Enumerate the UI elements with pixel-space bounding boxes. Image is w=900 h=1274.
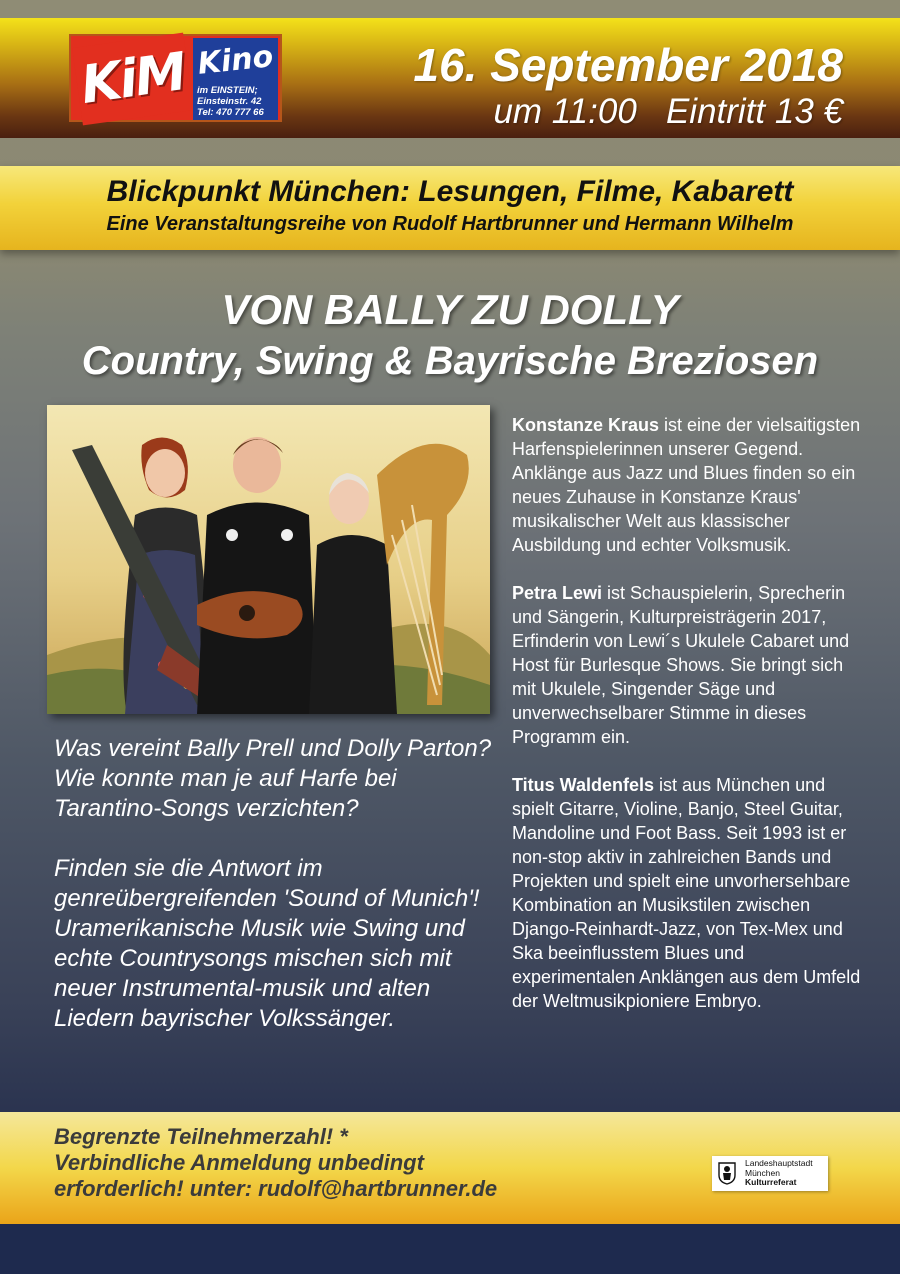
kim-kino-logo (69, 34, 282, 122)
artist-bios (512, 413, 867, 1037)
bio-name: Titus Waldenfels (512, 775, 655, 795)
series-subtitle: Eine Veranstaltungsreihe von Rudolf Hartbrunner und Hermann Wilhelm (106, 213, 794, 235)
munich-crest-icon (717, 1161, 737, 1185)
series-title: Blickpunkt München: Lesungen, Filme, Kabarett (106, 175, 794, 208)
bottom-strip (0, 1224, 900, 1274)
bio-text: ist aus München und spielt Gitarre, Violine, Banjo, Steel Guitar, Mandoline und Foot Bass. Seit 1993 ist er non-stop aktiv in zahlreichen Bands und Projekten und spielt eine unvorhersehbare Kombination an Musikstilen zwischen Django-Reinhardt-Jazz, von Tex-Mex und Ska beeinflusstem Blues und experimentalen Anklängen aus dem Umfeld der Weltmusikpioniere Embryo. (512, 775, 861, 1011)
logo-address-line: Tel: 470 777 66 (197, 107, 264, 118)
teaser-text (54, 734, 494, 1064)
logo-address-line: im EINSTEIN; (197, 85, 258, 96)
kulturreferat-logo (712, 1156, 828, 1191)
main-subtitle: Country, Swing & Bayrische Breziosen (81, 339, 819, 383)
bio-paragraph (512, 581, 867, 749)
logo-address (197, 85, 277, 118)
kulturreferat-dept: Kulturreferat (745, 1177, 797, 1187)
main-title: VON BALLY ZU DOLLY (221, 286, 679, 333)
logo-kino-panel (193, 38, 278, 120)
bio-paragraph (512, 413, 867, 557)
kulturreferat-text (745, 1159, 813, 1188)
registration-line: Verbindliche Anmeldung unbedingt (54, 1150, 424, 1175)
bio-paragraph (512, 773, 867, 1013)
teaser-paragraph: Finden sie die Antwort im genreübergreifenden 'Sound of Munich'! Uramerikanische Musik wie Swing und echte Countrysongs mischen sich mit neuer Instrumental-musik und alten Liedern bayrischer Volkssänger. (54, 855, 480, 1032)
bio-name: Konstanze Kraus (512, 415, 660, 435)
registration-line: Begrenzte Teilnehmerzahl! * (54, 1124, 348, 1149)
logo-address-line: Einsteinstr. 42 (197, 96, 262, 107)
logo-kino-text: Kino (196, 39, 275, 82)
event-date: 16. September 2018 (413, 39, 843, 91)
bio-text: ist eine der vielsaitigsten Harfenspielerinnen unserer Gegend. Anklänge aus Jazz und Blues finden so ein neues Zuhause in Konstanze Kraus' musikalischer Welt aus klassischer Ausbildung und echter Volksmusik. (512, 415, 861, 555)
kulturreferat-line (745, 1178, 813, 1188)
registration-notice (54, 1124, 574, 1202)
event-time-entry: um 11:00 Eintritt 13 € (493, 92, 843, 131)
bio-text: ist Schauspielerin, Sprecherin und Sängerin, Kulturpreisträgerin 2017, Erfinderin von Lewi´s Ukulele Cabaret und Host für Burlesque Shows. Sie bringt sich mit Ukulele, Singender Säge und unverwechselbarer Stimme in dieses Programm ein. (512, 583, 850, 747)
registration-line: erforderlich! unter: rudolf@hartbrunner.de (54, 1176, 498, 1201)
kulturreferat-line: München (745, 1167, 780, 1178)
band-photo (47, 405, 490, 714)
kulturreferat-line: Landeshauptstadt (745, 1158, 813, 1168)
logo-kim-text: KiM (72, 33, 194, 126)
bio-name: Petra Lewi (512, 583, 603, 603)
teaser-paragraph: Was vereint Bally Prell und Dolly Parton? Wie konnte man je auf Harfe bei Tarantino-Songs verzichten? (54, 735, 492, 822)
